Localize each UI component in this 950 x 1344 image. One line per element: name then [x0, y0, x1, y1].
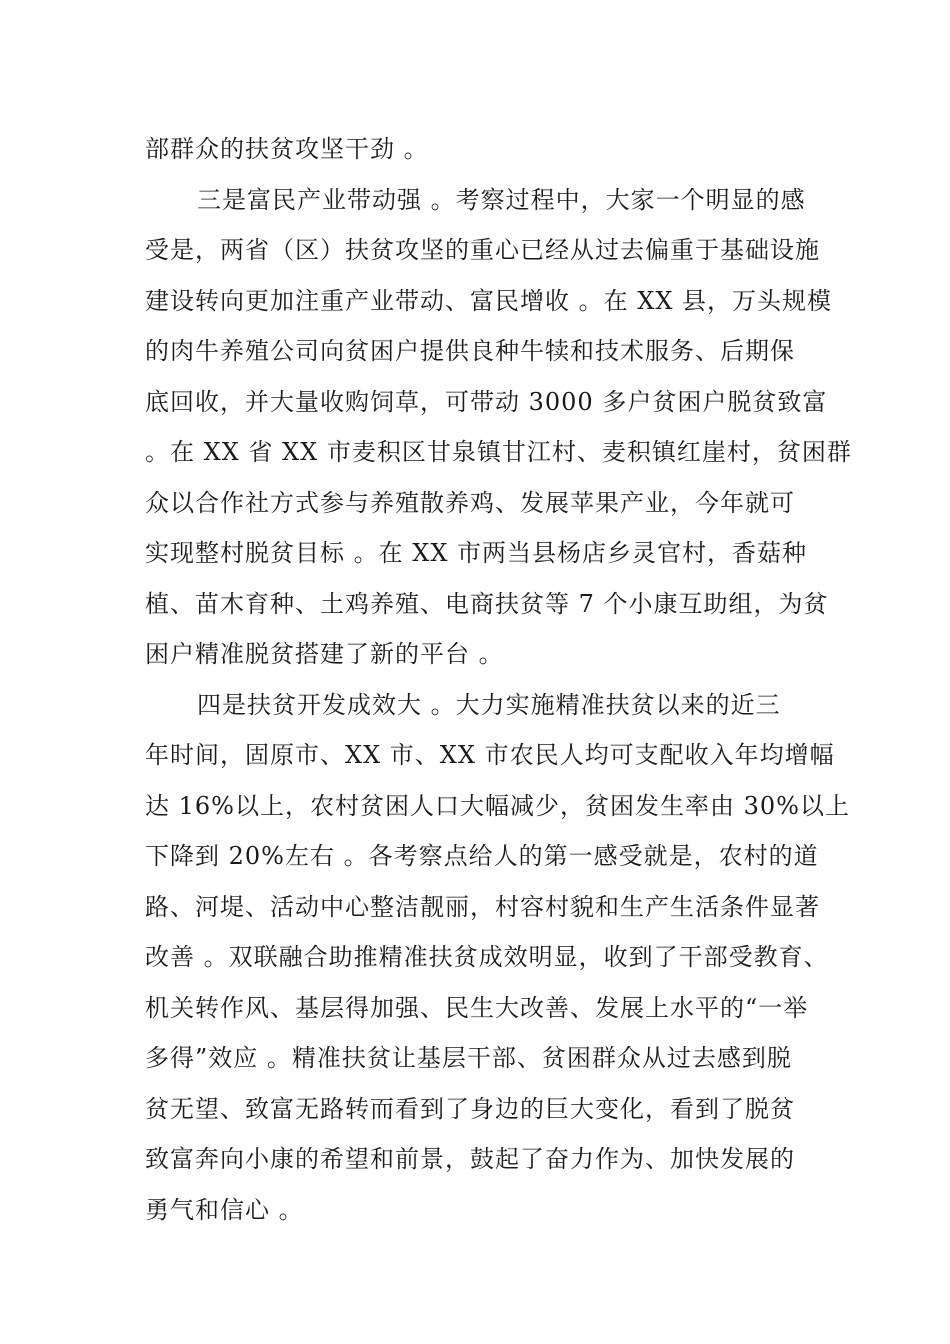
text-line: 四是扶贫开发成效大 。大力实施精准扶贫以来的近三	[197, 690, 781, 719]
text-line: 实现整村脱贫目标 。在 XX 市两当县杨店乡灵官村，香菇种	[145, 539, 808, 567]
text-line: 勇气和信心 。	[145, 1195, 304, 1224]
text-line: 路、河堤、活动中心整洁靓丽，村容村貌和生产生活条件显著	[145, 892, 820, 921]
text-line: 机关转作风、基层得加强、民生大改善、发展上水平的“一举	[145, 993, 809, 1022]
text-line: 达 16%以上，农村贫困人口大幅减少，贫困发生率由 30%以上	[145, 791, 850, 820]
text-line: 受是，两省（区）扶贫攻坚的重心已经从过去偏重于基础设施	[145, 236, 820, 264]
body-text	[145, 124, 852, 1235]
text-line: 部群众的扶贫攻坚干劲 。	[145, 135, 429, 163]
text-line: 众以合作社方式参与养殖散养鸡、发展苹果产业，今年就可	[145, 488, 795, 517]
text-line: 致富奔向小康的希望和前景，鼓起了奋力作为、加快发展的	[145, 1145, 795, 1173]
text-line: 困户精准脱贫搭建了新的平台 。	[145, 640, 504, 668]
text-line: 。在 XX 省 XX 市麦积区甘泉镇甘江村、麦积镇红崖村，贫困群	[145, 438, 852, 466]
text-line: 改善 。双联融合助推精准扶贫成效明显，收到了干部受教育、	[145, 943, 829, 971]
text-line: 建设转向更加注重产业带动、富民增收 。在 XX 县，万头规模	[145, 286, 833, 315]
text-line: 贫无望、致富无路转而看到了身边的巨大变化，看到了脱贫	[145, 1094, 795, 1123]
text-line: 年时间，固原市、XX 市、XX 市农民人均可支配收入年均增幅	[145, 741, 835, 769]
text-line: 植、苗木育种、土鸡养殖、电商扶贫等 7 个小康互助组，为贫	[145, 589, 829, 618]
text-line: 下降到 20%左右 。各考察点给人的第一感受就是，农村的道	[145, 842, 819, 870]
text-line: 的肉牛养殖公司向贫困户提供良种牛犊和技术服务、后期保	[145, 337, 795, 365]
text-line: 底回收，并大量收购饲草，可带动 3000 多户贫困户脱贫致富	[145, 387, 828, 416]
text-line: 三是富民产业带动强 。考察过程中，大家一个明显的感	[197, 185, 806, 214]
text-line: 多得”效应 。精准扶贫让基层干部、贫困群众从过去感到脱	[145, 1044, 792, 1072]
